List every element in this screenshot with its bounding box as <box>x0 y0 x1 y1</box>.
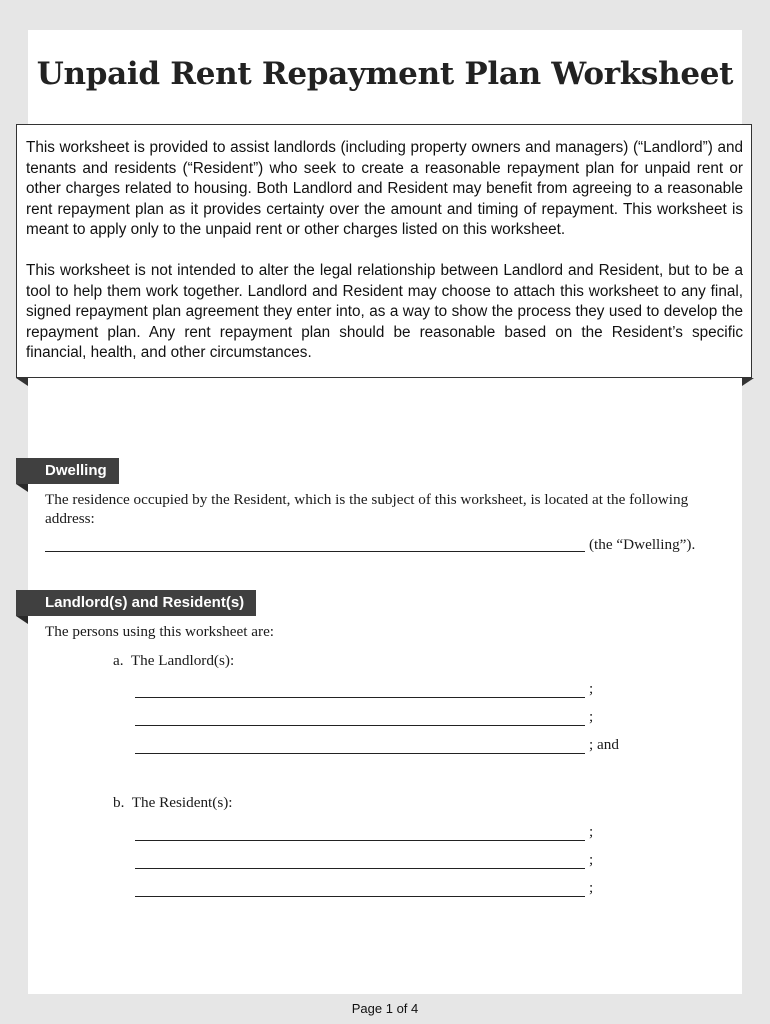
resident-field-suffix-3: ; <box>589 879 594 896</box>
resident-name-field-2[interactable] <box>135 868 585 869</box>
dwelling-address-field[interactable] <box>45 551 585 552</box>
landlord-field-suffix-2: ; <box>589 708 594 725</box>
dwelling-heading-fold <box>16 484 28 492</box>
intro-paragraph-1: This worksheet is provided to assist landlords (including property owners and managers) (“Landlord”) and tenants and residents (“Resident”) who seek to create a reasonable repayment plan for unpaid rent or other charges related to housing. Both Landlord and Resident may benefit from agreeing to a reasonable rent repayment plan as it provides certainty over the amount and timing of repayment. This worksheet is meant to apply only to the unpaid rent or other charges listed on this worksheet. <box>26 139 743 239</box>
page-title: Unpaid Rent Repayment Plan Worksheet <box>36 56 734 92</box>
page-number: Page 1 of 4 <box>351 1001 419 1016</box>
resident-field-suffix-1: ; <box>589 823 594 840</box>
landlord-field-suffix-3: ; and <box>589 736 619 753</box>
landlord-field-suffix-1: ; <box>589 680 594 697</box>
dwelling-field-suffix: (the “Dwelling”). <box>589 536 696 553</box>
landlord-name-field-3[interactable] <box>135 753 585 754</box>
dwelling-section-heading: Dwelling <box>16 458 119 484</box>
resident-name-field-1[interactable] <box>135 840 585 841</box>
document-page <box>28 30 742 994</box>
landlord-name-field-1[interactable] <box>135 697 585 698</box>
residents-label: b. The Resident(s): <box>113 794 233 811</box>
intro-box <box>16 124 752 378</box>
landlords-label: a. The Landlord(s): <box>113 652 235 669</box>
parties-intro: The persons using this worksheet are: <box>45 623 275 640</box>
resident-field-suffix-2: ; <box>589 851 594 868</box>
parties-section-heading: Landlord(s) and Resident(s) <box>16 590 256 616</box>
parties-heading-fold <box>16 616 28 624</box>
landlord-name-field-2[interactable] <box>135 725 585 726</box>
dwelling-description: The residence occupied by the Resident, which is the subject of this worksheet, is located at the following address: <box>45 491 689 527</box>
intro-box-fold-left <box>16 378 28 386</box>
intro-box-fold-right <box>742 378 754 386</box>
resident-name-field-3[interactable] <box>135 896 585 897</box>
intro-paragraph-2: This worksheet is not intended to alter the legal relationship between Landlord and Resident, but to be a tool to help them work together. Landlord and Resident may choose to attach this worksheet to any final, signed repayment plan agreement they enter into, as a way to show the process they used to develop the repayment plan. Any rent repayment plan should be reasonable based on the Resident’s specific financial, health, and other circumstances. <box>26 261 743 362</box>
